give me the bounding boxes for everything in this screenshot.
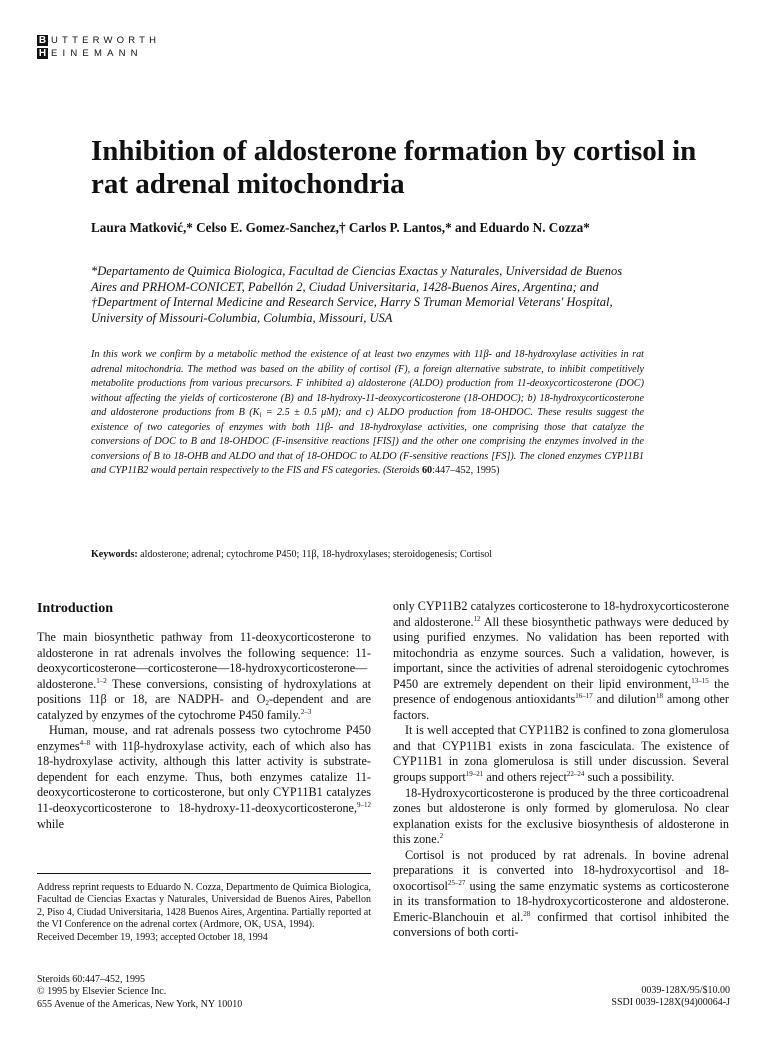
right-paragraph-4 bbox=[393, 848, 729, 941]
journal-copyright: © 1995 by Elsevier Science Inc. bbox=[37, 986, 167, 998]
right-paragraph-1 bbox=[393, 599, 729, 723]
publisher-logo bbox=[37, 35, 177, 61]
left-column bbox=[37, 630, 371, 832]
section-heading-introduction: Introduction bbox=[37, 601, 113, 616]
right-p1-text-c: the presence of endogenous antioxidants bbox=[393, 676, 729, 707]
logo-text-line2: EINEMANN bbox=[51, 48, 143, 59]
received-dates: Received December 19, 1993; accepted October 18, 1994 bbox=[37, 931, 268, 943]
citation-superscript: 9–12 bbox=[357, 801, 371, 810]
intro-paragraph-1 bbox=[37, 630, 371, 723]
right-p4-text-c: confirmed that cortisol inhibited the conversions of both corti- bbox=[393, 909, 729, 940]
right-p1-text-a: only CYP11B2 catalyzes corticosterone to 18-hydroxycorticosterone and aldosterone. bbox=[393, 599, 729, 629]
citation-superscript: 25–27 bbox=[447, 878, 466, 887]
right-p2-text-a: It is well accepted that CYP11B2 is confined to zona glomerulosa and that CYP11B1 exists in zona fasciculata. The existence of CYP11B1 in zona glomerulosa is still under discussion. Several groups support bbox=[393, 723, 729, 785]
abstract-cite-journal: Steroids bbox=[386, 465, 420, 476]
right-p3-text-a: 18-Hydroxycorticosterone is produced by the three corticoadrenal zones but aldosterone is only formed by glomerulosa. No clear explanation exists for the exclusive biosynthesis of aldosterone in this zone. bbox=[393, 785, 729, 847]
author-list: Laura Matković,* Celso E. Gomez-Sanchez,† Carlos P. Lantos,* and Eduardo N. Cozza* bbox=[91, 220, 590, 235]
citation-superscript: 22–24 bbox=[566, 770, 585, 779]
author-affiliations: *Departamento de Quimica Biologica, Facultad de Ciencias Exactas y Naturales, Universidad de Buenos Aires and PRHOM-CONICET, Pabellón 2, Ciudad Universitaria, 1428-Buenos Aires, Argentina; and †Department of Internal Medicine and Research Service, Harry S Truman Memorial Veterans' Hospital, University of Missouri-Columbia, Columbia, Missouri, USA bbox=[91, 264, 623, 325]
citation-superscript: 4–8 bbox=[79, 738, 91, 747]
article-title: Inhibition of aldosterone formation by cortisol in rat adrenal mitochondria bbox=[91, 135, 697, 200]
citation-superscript: 19–21 bbox=[465, 770, 484, 779]
intro-p2-text-c: while bbox=[37, 816, 65, 831]
abstract-ki: K bbox=[252, 407, 260, 418]
footnote bbox=[37, 882, 371, 944]
intro-paragraph-2 bbox=[37, 723, 371, 832]
logo-initial-h: H bbox=[38, 48, 47, 59]
right-p1-text-b: All these biosynthetic pathways were deduced by using purified enzymes. No validation has been reported with mitochondria as enzyme sources. Such a validation, however, is important, since the activities of adrenal steroidogenic cytochromes P450 are extremely dependent on their lipid environment, bbox=[393, 614, 729, 691]
logo-initial-b: B bbox=[38, 35, 47, 46]
logo-text-line1: UTTERWORTH bbox=[51, 35, 161, 46]
abstract-cite-volume: 60 bbox=[419, 465, 433, 476]
right-p1-text-e: among other factors. bbox=[393, 692, 729, 722]
journal-citation: Steroids 60:447–452, 1995 bbox=[37, 974, 146, 985]
citation-superscript: 1–2 bbox=[96, 676, 107, 685]
citation-superscript: 16–17 bbox=[575, 692, 593, 701]
intro-p2-text-a: Human, mouse, and rat adrenals possess two cytochrome P450 enzymes bbox=[37, 723, 371, 753]
citation-superscript: 18 bbox=[656, 692, 663, 701]
right-p1-text-d: and dilution bbox=[592, 692, 656, 707]
right-paragraph-2 bbox=[393, 723, 729, 785]
ssdi-code: SSDI 0039-128X(94)00064-J bbox=[611, 997, 730, 1009]
right-p4-text-b: using the same enzymatic systems as corticosterone in its transformation to 18-hydroxycorticosterone and aldosterone. Emeric-Blanchouin et al. bbox=[393, 878, 729, 924]
keywords bbox=[91, 548, 691, 561]
keywords-label: Keywords: bbox=[91, 549, 138, 560]
keywords-text: aldosterone; adrenal; cytochrome P450; 11β, 18-hydroxylases; steroidogenesis; Cortisol bbox=[137, 549, 493, 560]
abstract-text-2: = 2.5 ± 0.5 μM); and c) ALDO production from 18-OHDOC. These results suggest the existence of two categories of enzymes with both 11β- and 18-hydroxylase activities, one comprising those that catalyze the conversions of DOC to B and 18-OHDOC (F-insensitive reactions [FIS]) and the other one comprising the enzymes involved in the conversions of B to 18-OHB and ALDO and that of 18-OHDOC to ALDO (F-sensitive reactions [FS]). The cloned enzymes CYP11B1 and CYP11B2 would pertain respectively to the FIS and FS categories. ( bbox=[91, 407, 644, 476]
citation-superscript: 28 bbox=[523, 909, 531, 918]
abstract bbox=[91, 348, 644, 479]
reprint-address: Address reprint requests to Eduardo N. Cozza, Departmento de Quimica Biologica, Facultad de Ciencias Exactas y Naturales, Universidad de Buenos Aires, Pabellon 2, Piso 4, Ciudad Universitaria, 1428 Buenos Aires, Argentina. Partially reported at the VI Conference on the adrenal cortex (Ardmore, OK, USA, 1994). bbox=[37, 882, 371, 931]
right-paragraph-3 bbox=[393, 786, 729, 848]
right-p4-text-a: Cortisol is not produced by rat adrenals. In bovine adrenal preparations it is converted into 18-hydroxycortisol and 18-oxocortisol bbox=[393, 847, 729, 893]
journal-info bbox=[37, 974, 371, 1011]
intro-p1-text-c: -dependent and are catalyzed by enzymes of the cytochrome P450 family. bbox=[37, 692, 371, 722]
citation-superscript: 13–15 bbox=[691, 676, 709, 685]
footnote-divider bbox=[37, 873, 371, 874]
article-codes bbox=[560, 985, 730, 1010]
issn-price: 0039-128X/95/$10.00 bbox=[641, 985, 730, 996]
abstract-text-1: In this work we confirm by a metabolic method the existence of at least two enzymes with 11β- and 18-hydroxylase activities in rat adrenal mitochondria. The method was based on the ability of cortisol (F), a foreign alternative substrate, to inhibit competitively metabolite productions from various precursors. F inhibited a) aldosterone (ALDO) production from 11-deoxycorticosterone (DOC) without affecting the yields of corticosterone (B) and 18-hydroxy-11-deoxycorticosterone (18-OHDOC); b) 18-hydroxycorticosterone and aldosterone productions from B ( bbox=[91, 349, 644, 418]
citation-superscript: 2 bbox=[439, 832, 444, 841]
intro-p1-text-a: The main biosynthetic pathway from 11-deoxycorticosterone to aldosterone in rat adrenals involves the following sequence: 11-deoxycorticosterone—corticosterone—18-hydroxycorticosterone—aldosterone. bbox=[37, 630, 371, 691]
right-column bbox=[393, 599, 729, 941]
intro-p1-text-b: These conversions, consisting of hydroxylations at positions 11β or 18, are NADPH- and O bbox=[37, 676, 371, 707]
oxygen-subscript: 2 bbox=[265, 699, 269, 708]
citation-superscript: 12 bbox=[473, 614, 481, 623]
right-p2-text-c: such a possibility. bbox=[584, 770, 675, 785]
right-p2-text-b: and others reject bbox=[483, 770, 567, 785]
abstract-cite-pages: :447–452, 1995) bbox=[432, 465, 500, 476]
abstract-ki-subscript: i bbox=[259, 411, 262, 419]
citation-superscript: 2–3 bbox=[300, 707, 312, 716]
publisher-address: 655 Avenue of the Americas, New York, NY 10010 bbox=[37, 998, 243, 1010]
intro-p2-text-b: with 11β-hydroxylase activity, each of which also has 18-hydroxylase activity, although this latter activity is substrate-dependent for each enzyme. Thus, both enzymes catalize 11-deoxycorticosterone to corticosterone, but only CYP11B1 catalyzes 11-deoxycorticosterone to 18-hydroxy-11-deoxycorticosterone, bbox=[37, 738, 371, 816]
